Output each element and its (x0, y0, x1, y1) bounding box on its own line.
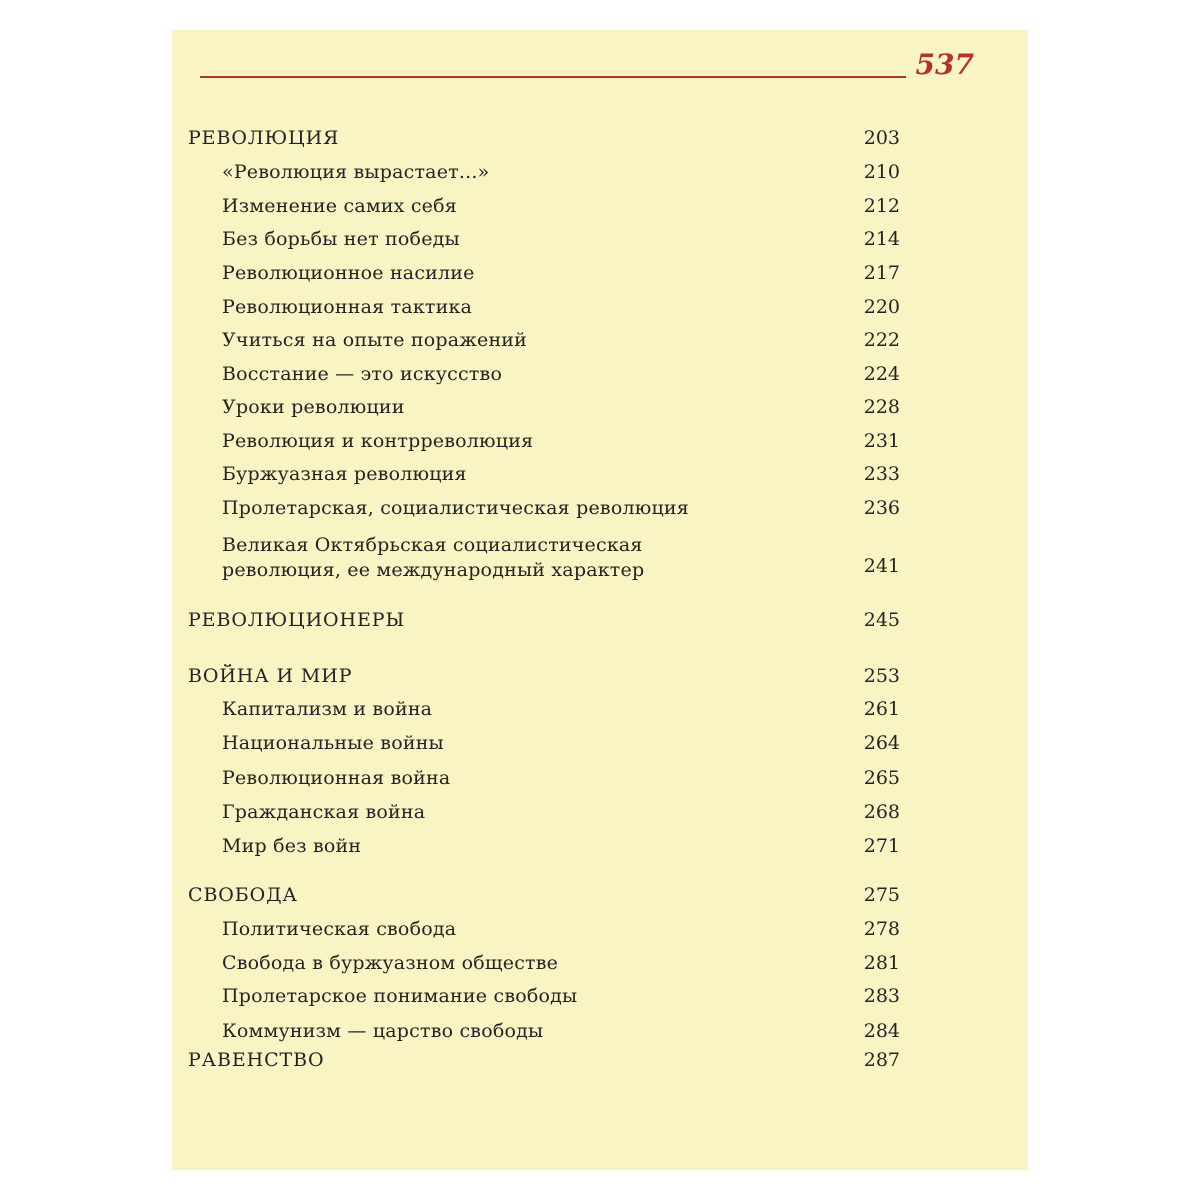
entry-label: Без борьбы нет победы (222, 228, 460, 250)
toc-entry (172, 918, 1028, 948)
toc-entry (172, 430, 1028, 460)
entry-page: 271 (863, 835, 900, 857)
toc-entry (172, 329, 1028, 359)
entry-page: 217 (863, 262, 900, 284)
entry-label: «Революция вырастает...» (222, 161, 490, 183)
toc-section-freedom (172, 884, 1028, 914)
entry-label: Восстание — это искусство (222, 363, 503, 385)
book-page (172, 30, 1028, 1170)
entry-page: 228 (863, 396, 900, 418)
header-rule (200, 76, 906, 78)
entry-page: 284 (863, 1020, 900, 1042)
entry-page: 241 (863, 555, 900, 577)
toc-entry (172, 732, 1028, 762)
toc-section-equality (172, 1049, 1028, 1079)
entry-label: Революционная тактика (222, 296, 473, 318)
entry-label: Свобода в буржуазном обществе (222, 952, 559, 974)
entry-page: 222 (863, 329, 900, 351)
section-title: ВОЙНА И МИР (188, 665, 353, 687)
toc-entry (172, 195, 1028, 225)
toc-entry (172, 767, 1028, 797)
entry-label: Уроки революции (222, 396, 405, 418)
toc-entry (172, 463, 1028, 493)
entry-page: 214 (863, 228, 900, 250)
entry-label: Буржуазная революция (222, 463, 467, 485)
toc-entry (172, 228, 1028, 258)
entry-page: 210 (863, 161, 900, 183)
entry-label: Мир без войн (222, 835, 362, 857)
section-page: 253 (863, 665, 900, 687)
entry-label: Политическая свобода (222, 918, 457, 940)
toc-section-revolution (172, 127, 1028, 157)
toc-section-war-and-peace (172, 665, 1028, 695)
toc-entry (172, 985, 1028, 1015)
entry-page: 236 (863, 497, 900, 519)
section-page: 203 (863, 127, 900, 149)
entry-label: Капитализм и война (222, 698, 433, 720)
entry-label-line2: революция, ее международный характер (222, 559, 645, 581)
toc-entry (172, 161, 1028, 191)
toc-entry (172, 801, 1028, 831)
toc-entry (172, 835, 1028, 865)
entry-page: 212 (863, 195, 900, 217)
entry-label: Национальные войны (222, 732, 444, 754)
entry-label: Учиться на опыте поражений (222, 329, 528, 351)
toc-entry-page-row (172, 555, 1028, 585)
section-title: СВОБОДА (188, 884, 298, 906)
toc-entry (172, 1020, 1028, 1050)
entry-page: 220 (863, 296, 900, 318)
entry-page: 283 (863, 985, 900, 1007)
entry-page: 268 (863, 801, 900, 823)
entry-page: 261 (863, 698, 900, 720)
section-title: РЕВОЛЮЦИЯ (188, 127, 340, 149)
entry-page: 224 (863, 363, 900, 385)
entry-label: Пролетарская, социалистическая революция (222, 497, 689, 519)
section-title: РЕВОЛЮЦИОНЕРЫ (188, 609, 406, 631)
entry-label: Революционное насилие (222, 262, 475, 284)
entry-label-line1: Великая Октябрьская социалистическая (222, 534, 643, 556)
toc-entry (172, 363, 1028, 393)
toc-entry (172, 497, 1028, 527)
entry-label: Гражданская война (222, 801, 426, 823)
section-page: 275 (863, 884, 900, 906)
section-page: 245 (863, 609, 900, 631)
entry-page: 233 (863, 463, 900, 485)
toc-entry (172, 396, 1028, 426)
entry-label: Революция и контрреволюция (222, 430, 534, 452)
entry-label: Пролетарское понимание свободы (222, 985, 578, 1007)
toc-section-revolutionaries (172, 609, 1028, 639)
entry-page: 281 (863, 952, 900, 974)
toc-entry (172, 698, 1028, 728)
section-title: РАВЕНСТВО (188, 1049, 325, 1071)
toc-entry (172, 952, 1028, 982)
page-number: 537 (915, 48, 974, 81)
entry-page: 231 (863, 430, 900, 452)
entry-label: Коммунизм — царство свободы (222, 1020, 544, 1042)
entry-page: 278 (863, 918, 900, 940)
entry-label: Изменение самих себя (222, 195, 457, 217)
entry-page: 264 (863, 732, 900, 754)
entry-page: 265 (863, 767, 900, 789)
section-page: 287 (863, 1049, 900, 1071)
toc-entry (172, 296, 1028, 326)
toc-entry (172, 262, 1028, 292)
entry-label: Революционная война (222, 767, 451, 789)
